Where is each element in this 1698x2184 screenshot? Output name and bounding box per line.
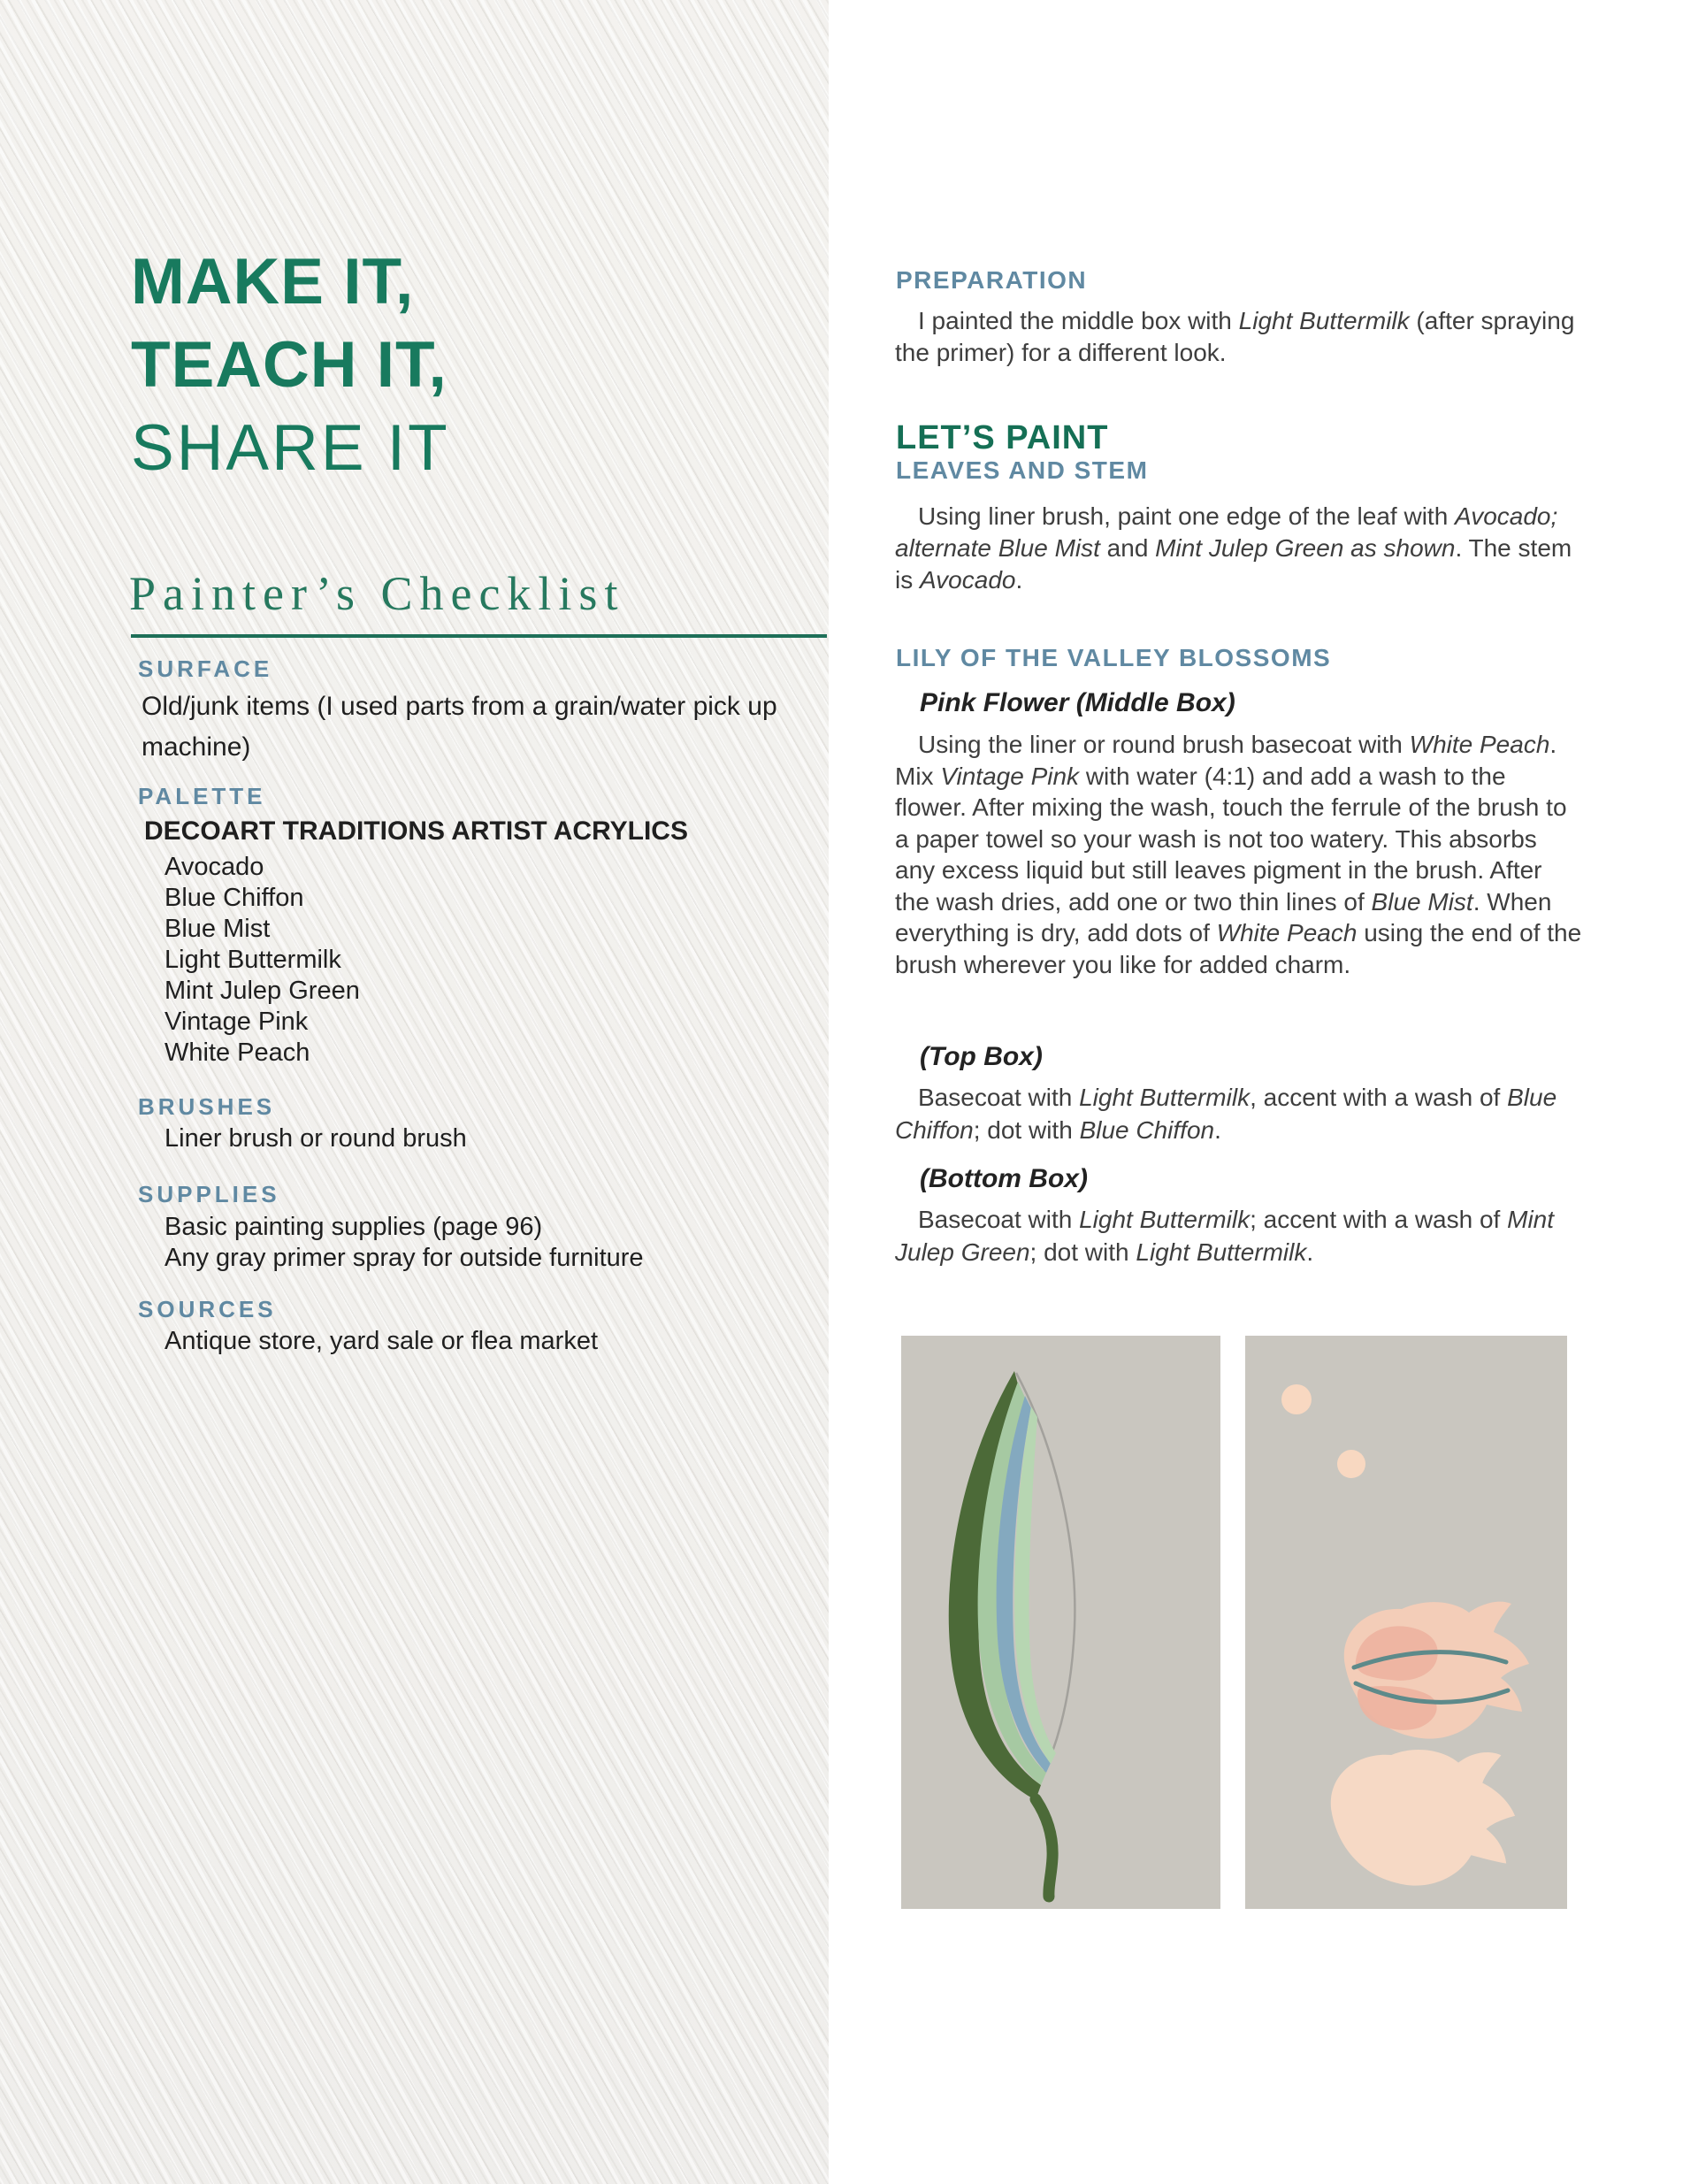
surface-heading: SURFACE [138, 655, 273, 682]
paint-item: White Peach [164, 1038, 310, 1067]
page-title-line-2: TEACH IT, [131, 329, 447, 401]
leaf-study-image [901, 1336, 1220, 1909]
checklist-heading: Painter’s Checklist [129, 567, 625, 620]
lily-blossoms-heading: LILY OF THE VALLEY BLOSSOMS [896, 644, 1332, 671]
supplies-item: Basic painting supplies (page 96) [164, 1213, 543, 1241]
top-box-subheading: (Top Box) [920, 1042, 1043, 1071]
bottom-box-subheading: (Bottom Box) [920, 1164, 1088, 1193]
bottom-box-paragraph: Basecoat with Light Buttermilk; accent with a wash of Mint Julep Green; dot with Light Buttermilk. [895, 1206, 1555, 1266]
pink-flower-paragraph: Using the liner or round brush basecoat with White Peach. Mix Vintage Pink with water (4:1) and add a wash to the flower. After mixing the wash, touch the ferrule of the brush to a paper towel so your wash is not too watery. This absorbs any excess liquid but still leaves pigment in the brush. After the wash dries, add one or two thin lines of Blue Mist. When everything is dry, add dots of White Peach using the end of the brush wherever you like for added charm. [895, 731, 1582, 978]
leaves-and-stem-heading: LEAVES AND STEM [896, 456, 1149, 484]
page-title-line-1: MAKE IT, [131, 246, 415, 318]
paint-list [164, 852, 360, 1069]
supplies-heading: SUPPLIES [138, 1181, 280, 1207]
page-title [131, 241, 450, 490]
preparation-paragraph: I painted the middle box with Light Buttermilk (after spraying the primer) for a different look. [895, 307, 1575, 366]
paint-item: Blue Chiffon [164, 884, 304, 912]
surface-item: Old/junk items (I used parts from a grain/water pick up machine) [142, 692, 777, 762]
sources-item: Antique store, yard sale or flea market [164, 1327, 599, 1355]
paint-item: Avocado [164, 853, 264, 881]
paint-item: Vintage Pink [164, 1008, 309, 1036]
blossom-study-image [1245, 1336, 1567, 1909]
paint-item: Blue Mist [164, 915, 271, 943]
lets-paint-heading: LET’S PAINT [896, 419, 1109, 456]
supplies-item: Any gray primer spray for outside furniture [164, 1244, 644, 1272]
paint-item: Light Buttermilk [164, 946, 341, 974]
pink-flower-subheading: Pink Flower (Middle Box) [920, 688, 1235, 717]
sources-heading: SOURCES [138, 1296, 277, 1322]
palette-brand-line: DECOART TRADITIONS ARTIST ACRYLICS [144, 816, 688, 846]
preparation-heading: PREPARATION [896, 266, 1088, 294]
brushes-item: Liner brush or round brush [164, 1124, 467, 1153]
paint-item: Mint Julep Green [164, 977, 360, 1005]
peach-dot [1337, 1450, 1365, 1478]
page-title-line-3: SHARE IT [131, 412, 450, 484]
peach-dot [1281, 1384, 1312, 1414]
brushes-heading: BRUSHES [138, 1093, 276, 1120]
palette-heading: PALETTE [138, 783, 266, 809]
supplies-list [164, 1212, 644, 1274]
top-box-paragraph: Basecoat with Light Buttermilk, accent with a wash of Blue Chiffon; dot with Blue Chiffon. [895, 1084, 1557, 1144]
leaves-and-stem-paragraph: Using liner brush, paint one edge of the leaf with Avocado; alternate Blue Mist and Mint Julep Green as shown. The stem is Avocado. [895, 502, 1572, 594]
checklist-divider-rule [131, 634, 827, 638]
